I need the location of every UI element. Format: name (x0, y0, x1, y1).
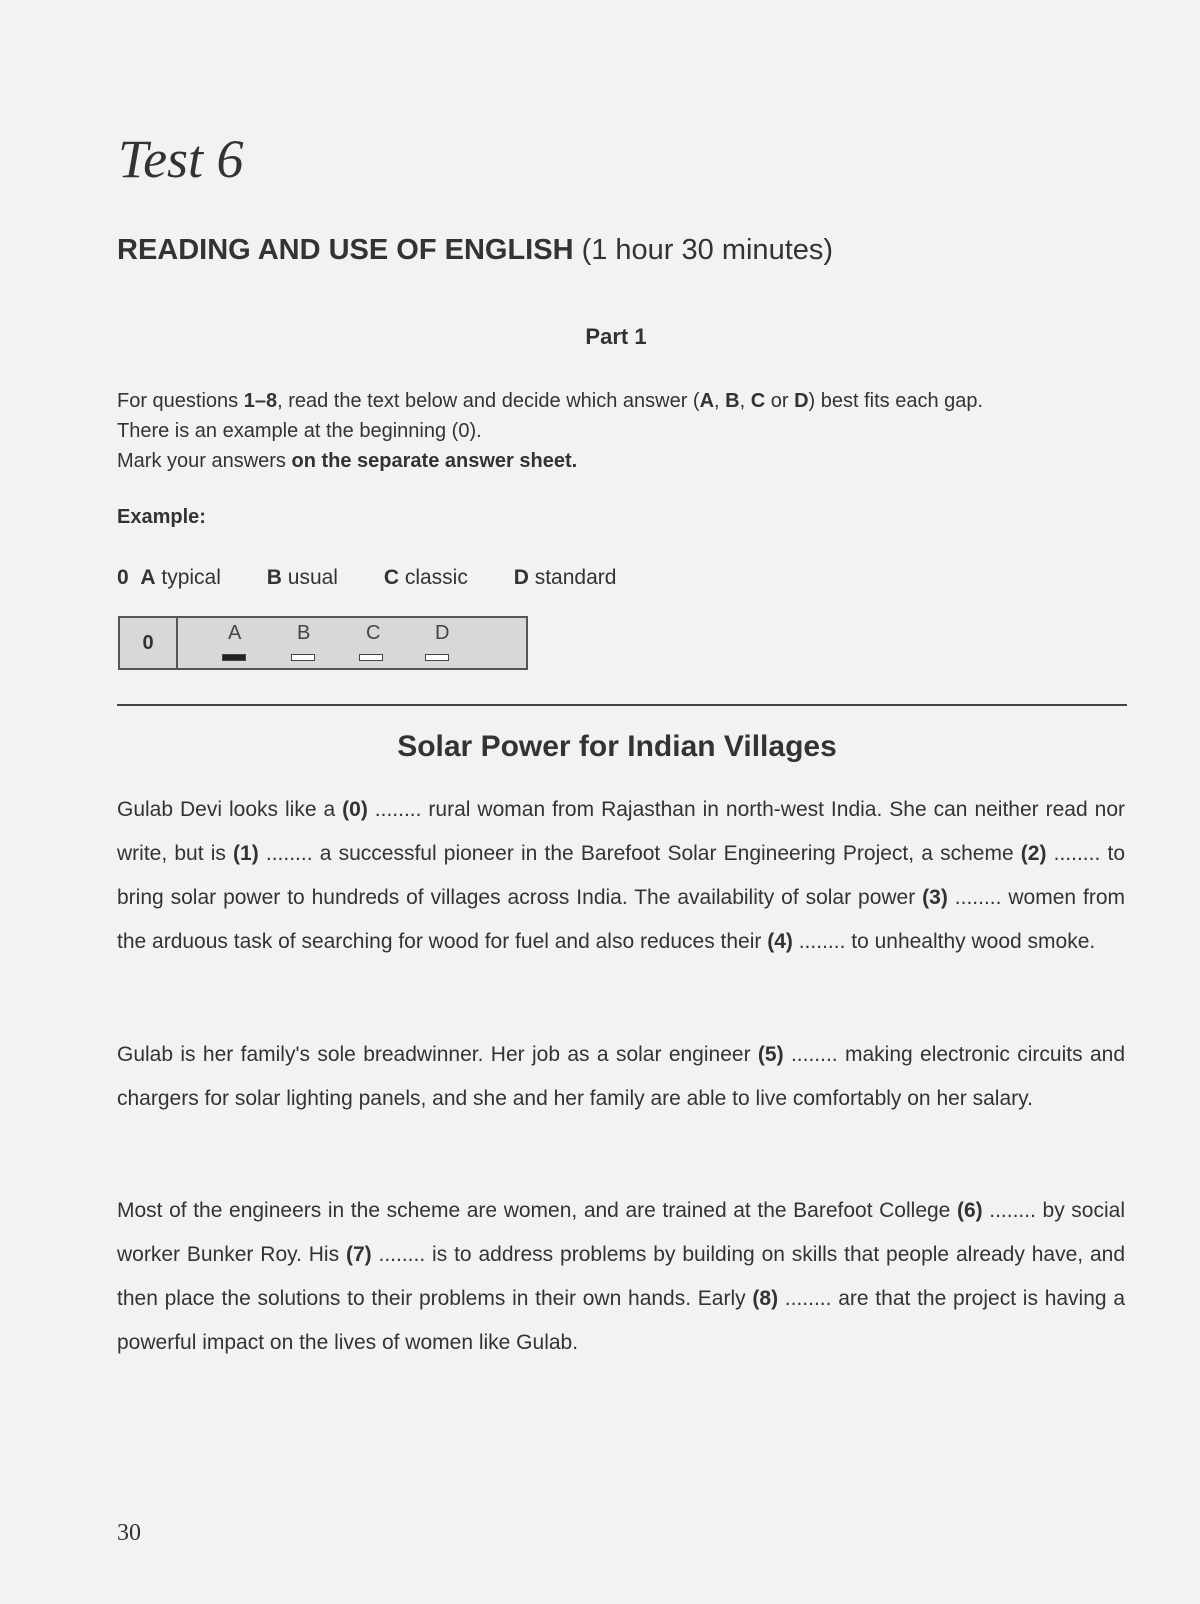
example-label: Example: (117, 506, 206, 528)
answer-letter-c: C (366, 622, 381, 644)
gap-number: (6) (956, 1199, 983, 1222)
section-name: READING AND USE OF ENGLISH (117, 234, 574, 266)
answer-mark-c (359, 654, 383, 661)
divider (117, 704, 1127, 706)
answer-letter-d: D (435, 622, 450, 644)
instruction-line-2: There is an example at the beginning (0). (117, 420, 482, 442)
example-number: 0 (117, 566, 129, 589)
example-answer-box (118, 616, 528, 670)
passage-paragraph-3: Most of the engineers in the scheme are women, and are trained at the Barefoot College (6) ........ by social worker Bunker Roy. His (7) ........ is to address problems by building on skills that people already have, and then place the solutions to their problems in their own hands. Early (8) ........ are that the project is having a powerful impact on the lives of women like Gulab. (117, 1199, 1125, 1354)
gap-number: (1) (233, 842, 259, 865)
passage-title: Solar Power for Indian Villages (397, 730, 837, 763)
test-title: Test 6 (118, 129, 244, 189)
passage-paragraph-1: Gulab Devi looks like a (0) ........ rural woman from Rajasthan in north-west India. She can neither read nor write, but is (1) ........ a successful pioneer in the Barefoot Solar Engineering Project, a scheme (2) ........ to bring solar power to hundreds of villages across India. The availability of solar power (3) ........ women from the arduous task of searching for wood for fuel and also reduces their (4) ........ to unhealthy wood smoke. (117, 798, 1125, 953)
section-title (117, 234, 833, 267)
option-b: B usual (266, 566, 338, 589)
answer-letter-b: B (297, 622, 311, 644)
section-duration: (1 hour 30 minutes) (581, 234, 834, 266)
gap-number: (0) (342, 798, 368, 821)
gap-number: (3) (922, 886, 948, 909)
instructions (117, 386, 1127, 476)
gap-number: (8) (752, 1287, 779, 1310)
answer-letter-a: A (228, 622, 242, 644)
option-a: A typical (140, 566, 221, 589)
gap-number: (5) (757, 1043, 784, 1066)
part-title: Part 1 (585, 324, 647, 349)
instruction-line-1: For questions 1–8, read the text below and decide which answer (A, B, C or D) best fits each gap. (117, 390, 984, 412)
option-c: C classic (383, 566, 468, 589)
answer-box-number: 0 (120, 618, 178, 668)
option-d: D standard (513, 566, 617, 589)
answer-box-letters (228, 622, 504, 645)
gap-number: (4) (767, 930, 793, 953)
page-number: 30 (117, 1520, 141, 1546)
instruction-line-3: Mark your answers on the separate answer sheet. (117, 450, 578, 472)
answer-mark-d (425, 654, 449, 661)
answer-mark-a (222, 654, 246, 661)
answer-mark-b (291, 654, 315, 661)
example-options (117, 566, 656, 590)
gap-number: (2) (1020, 842, 1047, 865)
gap-number: (7) (345, 1243, 372, 1266)
passage-paragraph-2: Gulab is her family's sole breadwinner. Her job as a solar engineer (5) ........ making electronic circuits and chargers for solar lighting panels, and she and her family are able to live comfortably on her salary. (117, 1043, 1125, 1110)
